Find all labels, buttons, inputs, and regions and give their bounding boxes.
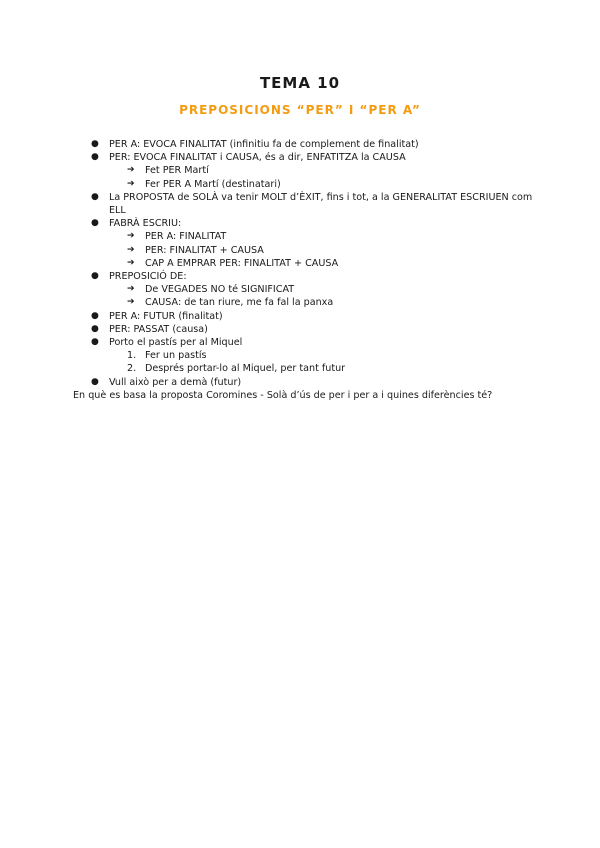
list-item — [73, 230, 543, 243]
bullet-icon: ● — [91, 271, 99, 282]
arrow-icon: ➔ — [127, 257, 135, 268]
item-text: PER A: FINALITAT — [145, 231, 227, 243]
arrow-icon: ➔ — [127, 178, 135, 189]
item-text: La PROPOSTA de SOLÀ va tenir MOLT d’ÈXIT, fins i tot, a la GENERALITAT ESCRIUEN com ELL — [109, 191, 533, 217]
arrow-icon: ➔ — [127, 284, 135, 295]
item-text: PER: EVOCA FINALITAT i CAUSA, és a dir, ENFATITZA la CAUSA — [109, 152, 406, 164]
item-text: PER: PASSAT (causa) — [109, 323, 208, 335]
bullet-icon: ● — [91, 218, 99, 229]
arrow-icon: ➔ — [127, 244, 135, 255]
document-title: TEMA 10 — [259, 74, 341, 92]
list-item — [73, 217, 543, 230]
item-text: CAUSA: de tan riure, me fa fal la panxa — [145, 297, 334, 309]
list-item — [73, 164, 543, 177]
item-text: Fer un pastís — [145, 350, 207, 362]
item-text: FABRÀ ESCRIU: — [109, 218, 182, 230]
list-item — [73, 283, 543, 296]
item-text: Fer PER A Martí (destinatari) — [145, 178, 281, 190]
item-text: De VEGADES NO té SIGNIFICAT — [145, 284, 295, 296]
bullet-icon: ● — [91, 376, 99, 387]
item-text: Després portar-lo al Miquel, per tant futur — [145, 363, 346, 375]
arrow-icon: ➔ — [127, 297, 135, 308]
list-item — [73, 296, 543, 309]
item-text: PREPOSICIÓ DE: — [109, 271, 187, 283]
item-text: Fet PER Martí — [145, 165, 209, 177]
notes-list — [73, 138, 543, 402]
list-item — [73, 191, 543, 217]
list-item — [73, 362, 543, 375]
bullet-icon: ● — [91, 191, 99, 202]
list-item — [73, 244, 543, 257]
list-item — [73, 310, 543, 323]
list-item — [73, 323, 543, 336]
bullet-icon: ● — [91, 323, 99, 334]
question-paragraph — [73, 389, 543, 402]
item-text: Porto el pastís per al Miquel — [109, 337, 243, 349]
arrow-icon: ➔ — [127, 231, 135, 242]
item-text: En què es basa la proposta Coromines - Solà d’ús de per i per a i quines diferències té? — [73, 389, 493, 401]
list-item — [73, 270, 543, 283]
arrow-icon: ➔ — [127, 165, 135, 176]
item-text: PER: FINALITAT + CAUSA — [145, 244, 264, 256]
notes-body — [73, 138, 543, 402]
list-number: 2. — [127, 363, 137, 375]
list-item — [73, 349, 543, 362]
bullet-icon: ● — [91, 337, 99, 348]
list-item — [73, 151, 543, 164]
item-text: CAP A EMPRAR PER: FINALITAT + CAUSA — [145, 257, 339, 269]
bullet-icon: ● — [91, 152, 99, 163]
item-text: PER A: EVOCA FINALITAT (infinitiu fa de complement de finalitat) — [109, 139, 419, 150]
list-item — [73, 257, 543, 270]
item-text: Vull això per a demà (futur) — [109, 376, 242, 388]
list-number: 1. — [127, 350, 137, 362]
list-item — [73, 376, 543, 389]
bullet-icon: ● — [91, 310, 99, 321]
document-subtitle: PREPOSICIONS “PER” I “PER A” — [179, 103, 421, 117]
list-item — [73, 178, 543, 191]
list-item — [73, 138, 543, 151]
bullet-icon: ● — [91, 139, 99, 149]
list-item — [73, 336, 543, 349]
item-text: PER A: FUTUR (finalitat) — [109, 310, 223, 322]
